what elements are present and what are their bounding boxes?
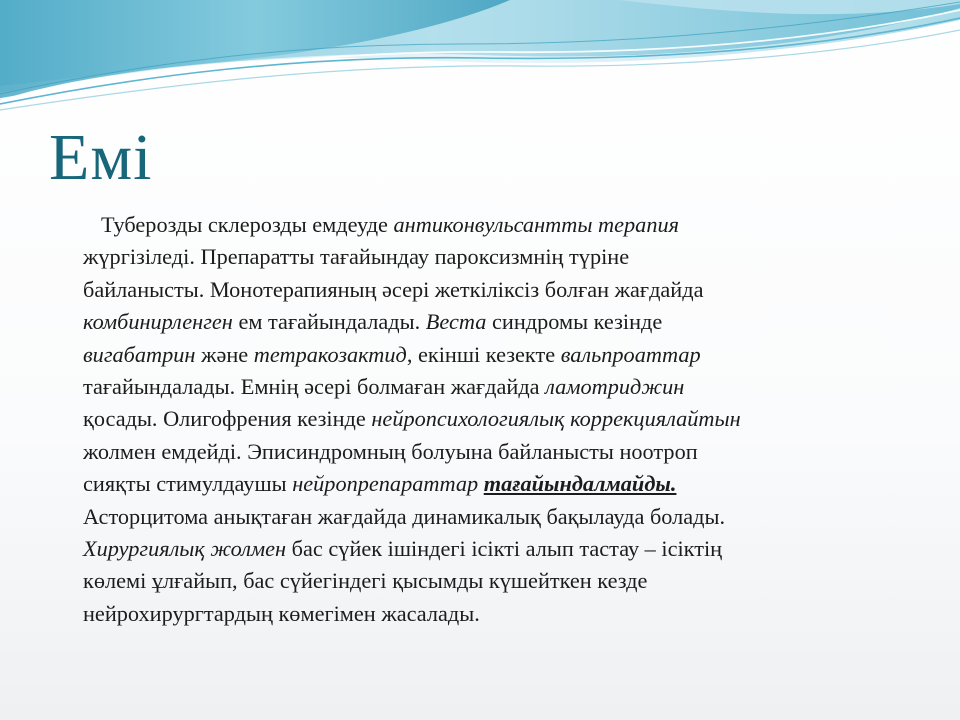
text-run: синдромы кезінде — [486, 309, 663, 335]
italic-term: ламотриджин — [545, 374, 685, 400]
text-run: нейрохирургтардың көмегімен жасалады. — [83, 600, 480, 626]
text-run: жүргізіледі. Препаратты тағайындау пароксизмнің түріне — [83, 244, 630, 270]
text-run: көлемі ұлғайып, бас сүйегіндегі қысымды күшейткен кезде — [83, 568, 648, 594]
text-run: бас сүйек ішіндегі ісікті алып тастау – ісіктің — [286, 536, 723, 562]
italic-term: тетракозактид — [253, 341, 407, 367]
text-line — [83, 565, 923, 597]
italic-term: комбинирленген — [83, 309, 233, 335]
italic-term: Хирургиялық жолмен — [83, 536, 287, 562]
text-line — [83, 241, 923, 273]
italic-term: нейропсихологиялық коррекциялайтын — [371, 406, 741, 432]
text-run: Асторцитома анықтаған жағдайда динамикалық бақылауда болады. — [83, 503, 726, 529]
text-run: Туберозды склерозды емдеуде — [101, 212, 394, 237]
text-line — [83, 436, 923, 468]
italic-term: нейропрепараттар — [292, 471, 479, 497]
text-run: байланысты. Монотерапияның әсері жеткіліксіз болған жағдайда — [83, 276, 704, 302]
slide-body-text — [83, 209, 923, 630]
text-run: қосады. Олигофрения кезінде — [83, 406, 372, 432]
text-line — [83, 598, 923, 630]
emphasized-term: тағайындалмайды. — [483, 471, 677, 497]
text-run: жолмен емдейді. Эписиндромның болуына байланысты ноотроп — [83, 438, 698, 464]
text-line — [83, 339, 923, 371]
text-run: және — [195, 341, 254, 367]
text-line — [83, 209, 923, 241]
text-line — [83, 468, 923, 500]
text-run: , екінші кезекте — [406, 341, 561, 367]
italic-term: вальпроаттар — [560, 341, 701, 367]
italic-term: антиконвульсантты терапия — [393, 212, 679, 237]
text-run: тағайындалады. Емнің әсері болмаған жағдайда — [83, 374, 546, 400]
italic-term: Веста — [425, 309, 487, 335]
text-line — [83, 403, 923, 435]
text-run: сияқты стимулдаушы — [83, 471, 293, 497]
text-line — [83, 306, 923, 338]
wave-decoration-graphic — [0, 0, 960, 125]
text-line — [83, 274, 923, 306]
text-line — [83, 533, 923, 565]
italic-term: вигабатрин — [83, 341, 196, 367]
text-run: ем тағайындалады. — [232, 309, 426, 335]
slide-title: Емі — [49, 121, 153, 194]
text-line — [83, 501, 923, 533]
text-line — [83, 371, 923, 403]
